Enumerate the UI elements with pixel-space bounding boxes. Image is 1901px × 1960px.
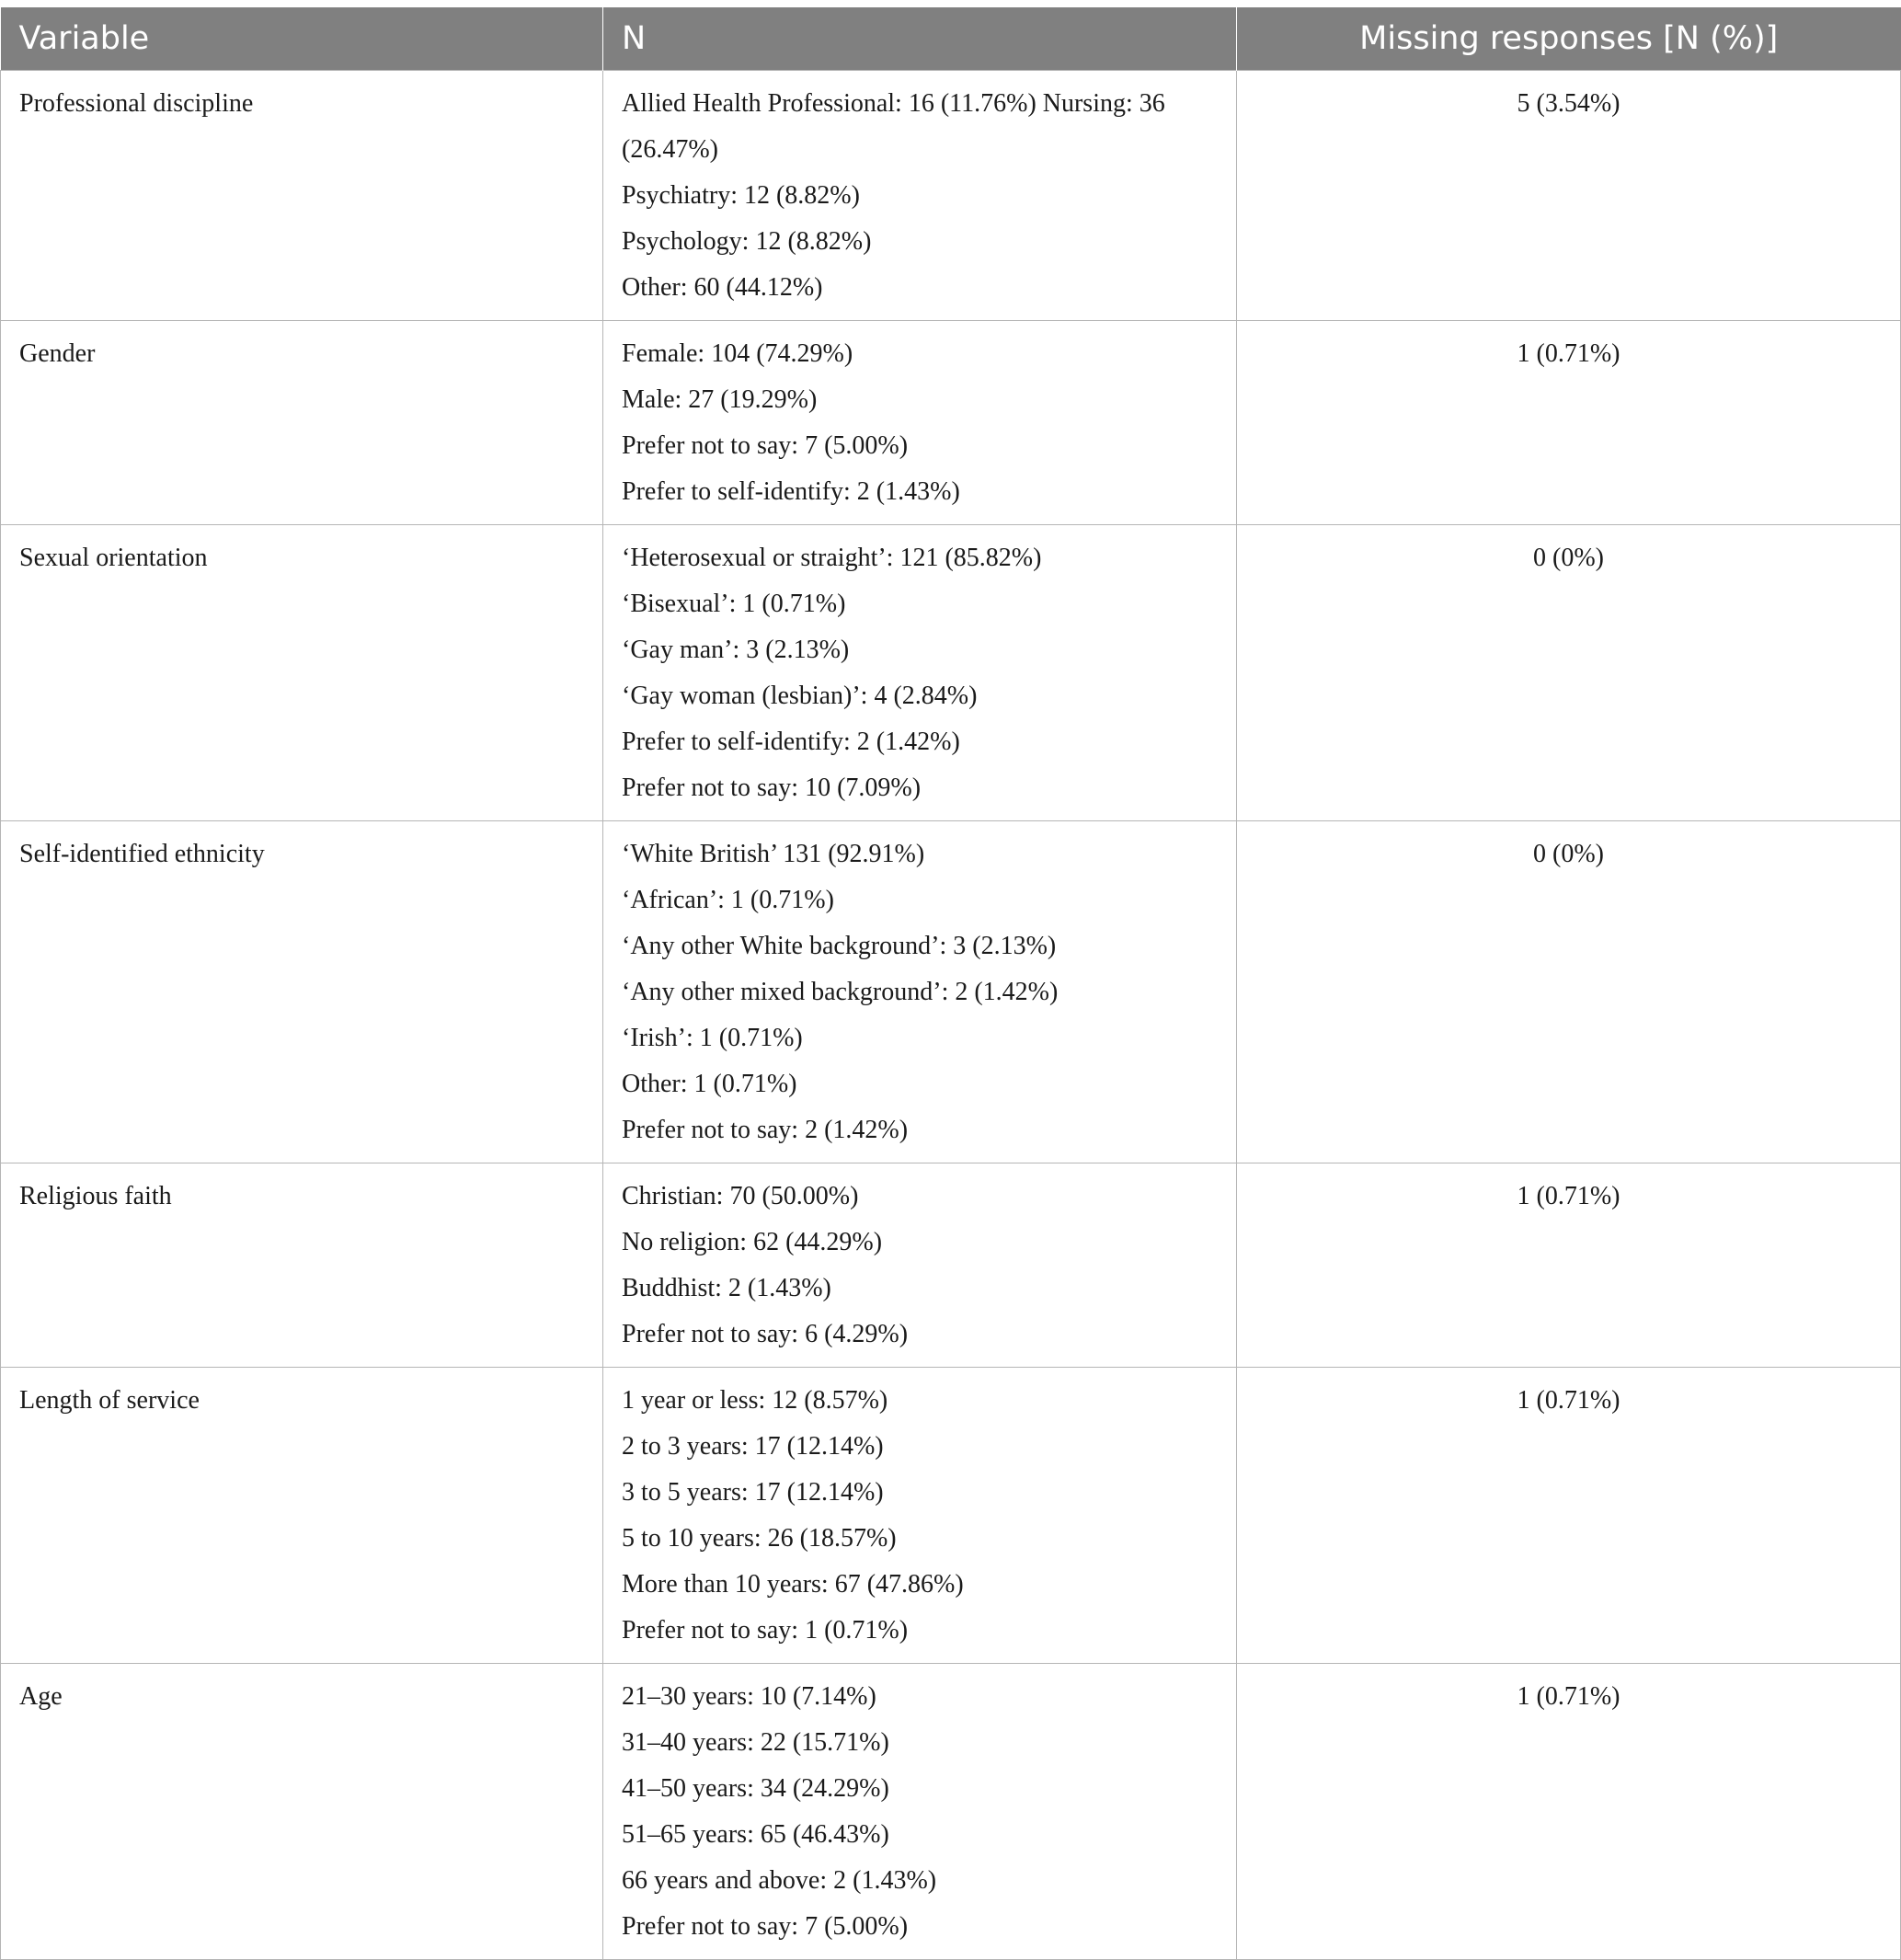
n-line: Prefer not to say: 7 (5.00%) <box>622 1911 909 1941</box>
n-line: 5 to 10 years: 26 (18.57%) <box>622 1523 897 1553</box>
table-row <box>1 1367 1901 1663</box>
n-cell <box>603 524 1237 820</box>
n-line: ‘Irish’: 1 (0.71%) <box>622 1023 803 1052</box>
header-row <box>1 7 1901 70</box>
n-line: ‘Gay woman (lesbian)’: 4 (2.84%) <box>622 681 978 710</box>
missing-cell: 5 (3.54%) <box>1237 70 1901 320</box>
n-line: Christian: 70 (50.00%) <box>622 1181 859 1210</box>
n-cell <box>603 70 1237 320</box>
n-line: More than 10 years: 67 (47.86%) <box>622 1569 964 1599</box>
n-line: (26.47%) <box>622 134 718 164</box>
n-line: 1 year or less: 12 (8.57%) <box>622 1385 888 1415</box>
n-line: 21–30 years: 10 (7.14%) <box>622 1681 876 1711</box>
n-line: 41–50 years: 34 (24.29%) <box>622 1773 889 1803</box>
missing-cell: 1 (0.71%) <box>1237 1367 1901 1663</box>
n-line: Prefer not to say: 2 (1.42%) <box>622 1115 909 1144</box>
missing-cell: 0 (0%) <box>1237 820 1901 1163</box>
variable-cell: Self-identified ethnicity <box>1 820 603 1163</box>
n-line: No religion: 62 (44.29%) <box>622 1227 883 1256</box>
table-row <box>1 820 1901 1163</box>
n-cell <box>603 1367 1237 1663</box>
n-line: Other: 1 (0.71%) <box>622 1069 797 1098</box>
table-row <box>1 320 1901 524</box>
n-line: Female: 104 (74.29%) <box>622 338 853 368</box>
n-line: Prefer to self-identify: 2 (1.42%) <box>622 727 960 756</box>
n-line: 51–65 years: 65 (46.43%) <box>622 1819 889 1849</box>
table-row <box>1 70 1901 320</box>
n-line: 3 to 5 years: 17 (12.14%) <box>622 1477 884 1507</box>
missing-cell: 1 (0.71%) <box>1237 1163 1901 1367</box>
variable-cell: Professional discipline <box>1 70 603 320</box>
table-body <box>1 70 1901 1959</box>
header-n: N <box>603 7 1237 70</box>
n-line: ‘African’: 1 (0.71%) <box>622 885 834 914</box>
n-line: Prefer not to say: 10 (7.09%) <box>622 773 922 802</box>
header-missing: Missing responses [N (%)] <box>1237 7 1901 70</box>
n-line: ‘Any other mixed background’: 2 (1.42%) <box>622 977 1059 1006</box>
table-row <box>1 1163 1901 1367</box>
missing-cell: 1 (0.71%) <box>1237 1663 1901 1959</box>
n-line: Psychiatry: 12 (8.82%) <box>622 180 860 210</box>
n-line: ‘White British’ 131 (92.91%) <box>622 839 925 868</box>
n-line: Prefer not to say: 1 (0.71%) <box>622 1615 909 1645</box>
n-cell <box>603 320 1237 524</box>
n-line: Prefer to self-identify: 2 (1.43%) <box>622 476 960 506</box>
header-variable: Variable <box>18 19 150 57</box>
n-line: Prefer not to say: 7 (5.00%) <box>622 430 909 460</box>
n-line: ‘Any other White background’: 3 (2.13%) <box>622 931 1057 960</box>
n-line: 31–40 years: 22 (15.71%) <box>622 1727 889 1757</box>
missing-cell: 1 (0.71%) <box>1237 320 1901 524</box>
n-cell <box>603 820 1237 1163</box>
variable-cell: Age <box>1 1663 603 1959</box>
n-line: ‘Bisexual’: 1 (0.71%) <box>622 589 846 618</box>
n-cell <box>603 1163 1237 1367</box>
n-line: Buddhist: 2 (1.43%) <box>622 1273 831 1302</box>
n-line: 66 years and above: 2 (1.43%) <box>622 1865 937 1895</box>
n-line: Psychology: 12 (8.82%) <box>622 226 872 256</box>
missing-cell: 0 (0%) <box>1237 524 1901 820</box>
variable-cell: Sexual orientation <box>1 524 603 820</box>
n-line: Allied Health Professional: 16 (11.76%) Nursing: 36 <box>622 88 1165 118</box>
n-line: Other: 60 (44.12%) <box>622 272 823 302</box>
n-cell <box>603 1663 1237 1959</box>
n-line: Prefer not to say: 6 (4.29%) <box>622 1319 909 1348</box>
n-line: 2 to 3 years: 17 (12.14%) <box>622 1431 884 1461</box>
n-line: ‘Heterosexual or straight’: 121 (85.82%) <box>622 543 1042 572</box>
n-line: Male: 27 (19.29%) <box>622 384 818 414</box>
variable-cell: Religious faith <box>1 1163 603 1367</box>
n-line: ‘Gay man’: 3 (2.13%) <box>622 635 850 664</box>
table-row <box>1 524 1901 820</box>
demographics-table <box>0 7 1901 1960</box>
variable-cell: Gender <box>1 320 603 524</box>
table-row <box>1 1663 1901 1959</box>
variable-cell: Length of service <box>1 1367 603 1663</box>
